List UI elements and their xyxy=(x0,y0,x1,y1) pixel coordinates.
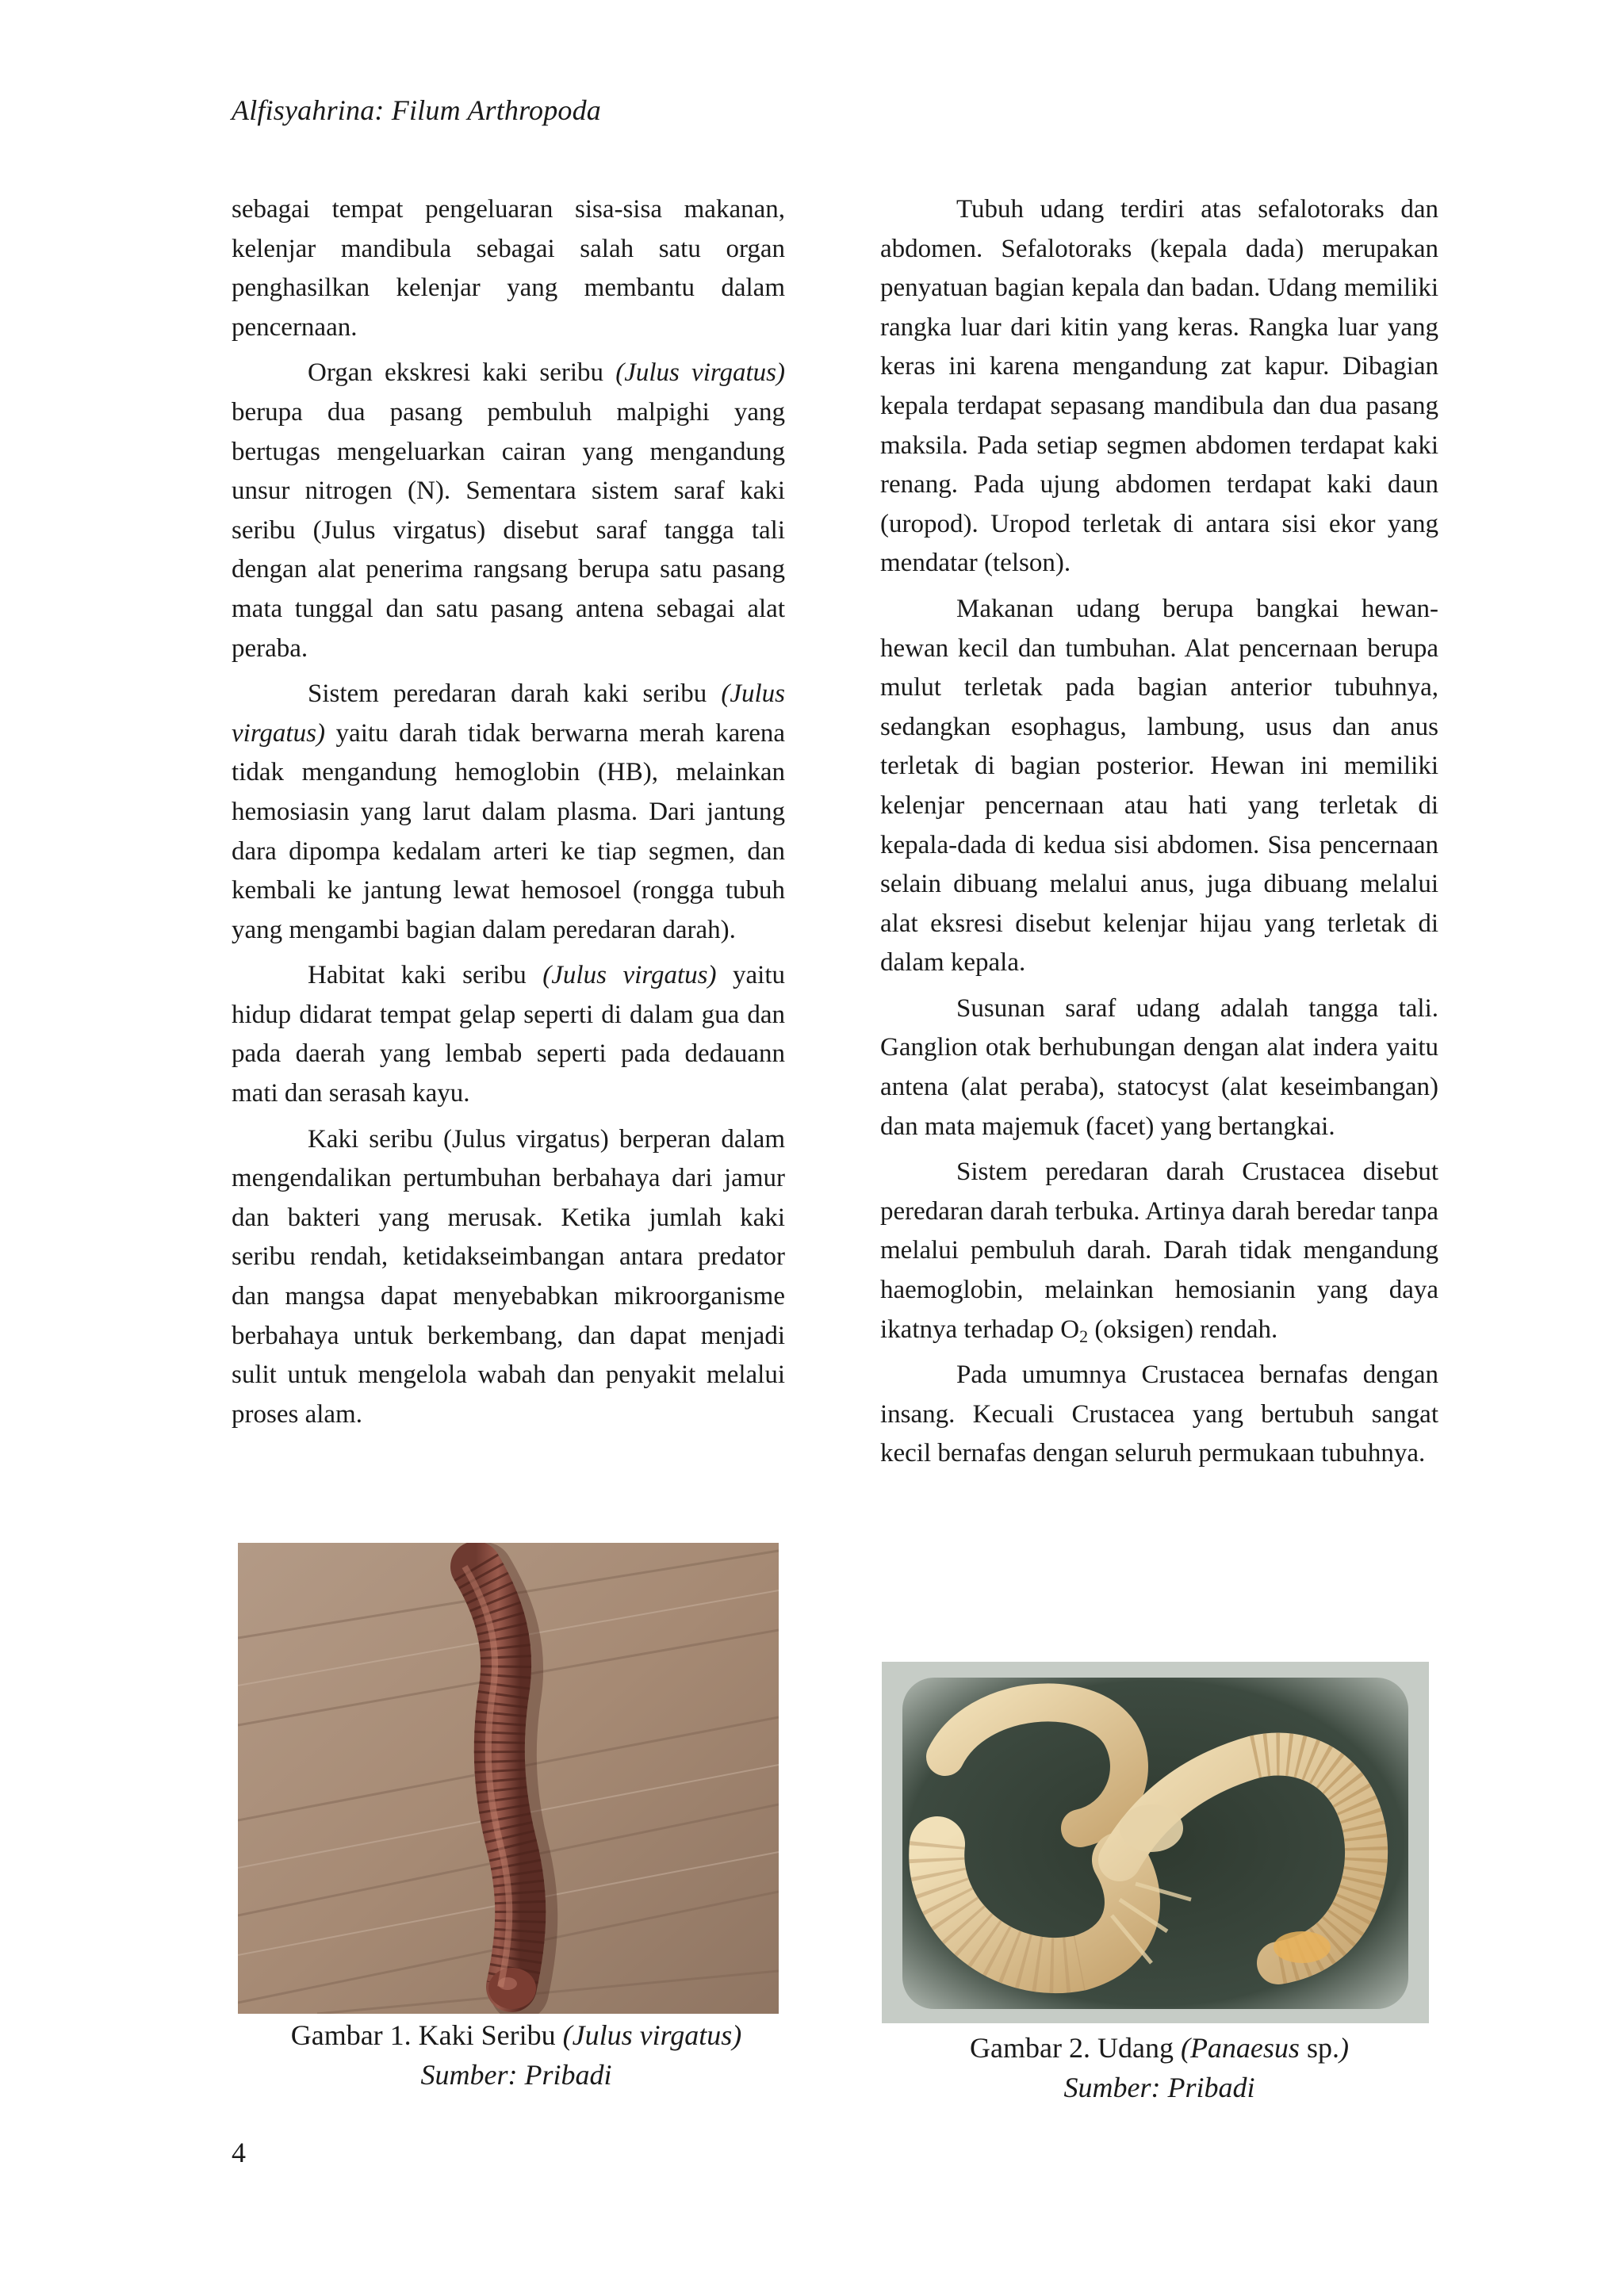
millipede-photo-image xyxy=(238,1543,779,2014)
page-number: 4 xyxy=(232,2137,246,2168)
caption-text: Gambar 1. Kaki Seribu xyxy=(290,2019,563,2051)
species-name: (Julus virgatus) xyxy=(542,961,717,990)
text-run: Sistem peredaran darah kaki seribu xyxy=(308,679,722,709)
right-paragraph-1: Tubuh udang terdiri atas sefalotoraks dan abdomen. Sefalotoraks (kepala dada) merupakan penyatuan bagian kepala dan badan. Udang memiliki rangka luar dari kitin yang keras. Rangka luar yang keras ini karena mengandung zat kapur. Dibagian kepala terdapat sepasang mandibula dan dua pasang maksila. Pada setiap segmen abdomen terdapat kaki renang. Pada ujung abdomen terdapat kaki daun (uropod). Uropod terletak di antara sisi ekor yang mendatar (telson). xyxy=(880,195,1438,578)
text-run: Habitat kaki seribu xyxy=(308,961,543,990)
caption-text: Gambar 2. Udang xyxy=(970,2032,1181,2064)
species-name: (Julus virgatus) xyxy=(232,679,785,748)
right-paragraph-2: Makanan udang berupa bangkai hewan-hewan kecil dan tumbuhan. Alat pencernaan berupa mulut terletak pada bagian anterior tubuhnya, sedangkan esophagus, lambung, usus dan anus terletak di bagian posterior. Hewan ini memiliki kelenjar pencernaan atau hati yang terletak di kepala-dada di kedua sisi abdomen. Sisa pencernaan selain dibuang melalui anus, juga dibuang melalui alat eksresi disebut kelenjar hijau yang terletak di dalam kepala. xyxy=(880,594,1438,978)
text-run: berupa dua pasang pembuluh malpighi yang bertugas mengeluarkan cairan yang mengandung unsur nitrogen (N). Sementara sistem saraf kaki seribu (Julus virgatus) disebut saraf tangga tali dengan alat penerima rangsang berupa satu pasang mata tunggal dan satu pasang antena sebagai alat peraba. xyxy=(232,397,785,663)
caption-species: (Julus virgatus) xyxy=(562,2019,742,2051)
left-paragraph-2 xyxy=(232,354,785,668)
text-run: Sistem peredaran darah Crustacea disebut peredaran darah terbuka. Artinya darah beredar tanpa melalui pembuluh darah. Darah tidak mengandung haemoglobin, melainkan hemosianin yang daya ikatnya terhadap O xyxy=(880,1158,1438,1344)
species-name: (Julus virgatus) xyxy=(615,358,785,388)
running-head: Alfisyahrina: Filum Arthropoda xyxy=(232,94,602,126)
figure-2-caption xyxy=(880,2028,1438,2107)
caption-species: (Panaesus xyxy=(1180,2032,1300,2064)
caption-text: sp. xyxy=(1299,2032,1339,2064)
right-column xyxy=(880,190,1438,1480)
left-paragraph-3 xyxy=(232,675,785,950)
right-paragraph-5: Pada umumnya Crustacea bernafas dengan insang. Kecuali Crustacea yang bertubuh sangat kecil bernafas dengan seluruh permukaan tubuhnya. xyxy=(880,1360,1438,1468)
text-run: yaitu hidup didarat tempat gelap seperti di dalam gua dan pada daerah yang lembab seperti pada dedauann mati dan serasah kayu. xyxy=(232,961,786,1108)
caption-source: Sumber: Pribadi xyxy=(420,2059,612,2091)
right-paragraph-3: Susunan saraf udang adalah tangga tali. Ganglion otak berhubungan dengan alat indera yaitu antena (alat peraba), statocyst (alat keseimbangan) dan mata majemuk (facet) yang bertangkai. xyxy=(880,993,1438,1141)
left-paragraph-5: Kaki seribu (Julus virgatus) berperan dalam mengendalikan pertumbuhan berbahaya dari jamur dan bakteri yang merusak. Ketika jumlah kaki seribu rendah, ketidakseimbangan antara predator dan mangsa dapat menyebabkan mikroorganisme berbahaya untuk berkembang, dan dapat menjadi sulit untuk mengelola wabah dan penyakit melalui proses alam. xyxy=(232,1124,785,1429)
figure-1-millipede-photo xyxy=(238,1543,779,2014)
right-paragraph-4 xyxy=(880,1153,1438,1349)
caption-text: ) xyxy=(1339,2032,1349,2064)
subscript: 2 xyxy=(1079,1326,1089,1346)
figure-2-shrimp-photo xyxy=(882,1662,1429,2023)
left-paragraph-1: sebagai tempat pengeluaran sisa-sisa makanan, kelenjar mandibula sebagai salah satu organ penghasilkan kelenjar yang membantu dalam pencernaan. xyxy=(232,195,785,342)
left-column xyxy=(232,190,785,1441)
shrimp-photo-image xyxy=(882,1662,1429,2023)
caption-source: Sumber: Pribadi xyxy=(1063,2072,1255,2103)
text-run: (oksigen) rendah. xyxy=(1088,1314,1278,1344)
text-run: yaitu darah tidak berwarna merah karena tidak mengandung hemoglobin (HB), melainkan hemosiasin yang larut dalam plasma. Dari jantung dara dipompa kedalam arteri ke tiap segmen, dan kembali ke jantung lewat hemosoel (rongga tubuh yang mengambi bagian dalam peredaran darah). xyxy=(232,718,785,944)
figure-1-caption xyxy=(232,2015,801,2095)
left-paragraph-4 xyxy=(232,956,785,1113)
text-run: Organ ekskresi kaki seribu xyxy=(308,358,616,388)
